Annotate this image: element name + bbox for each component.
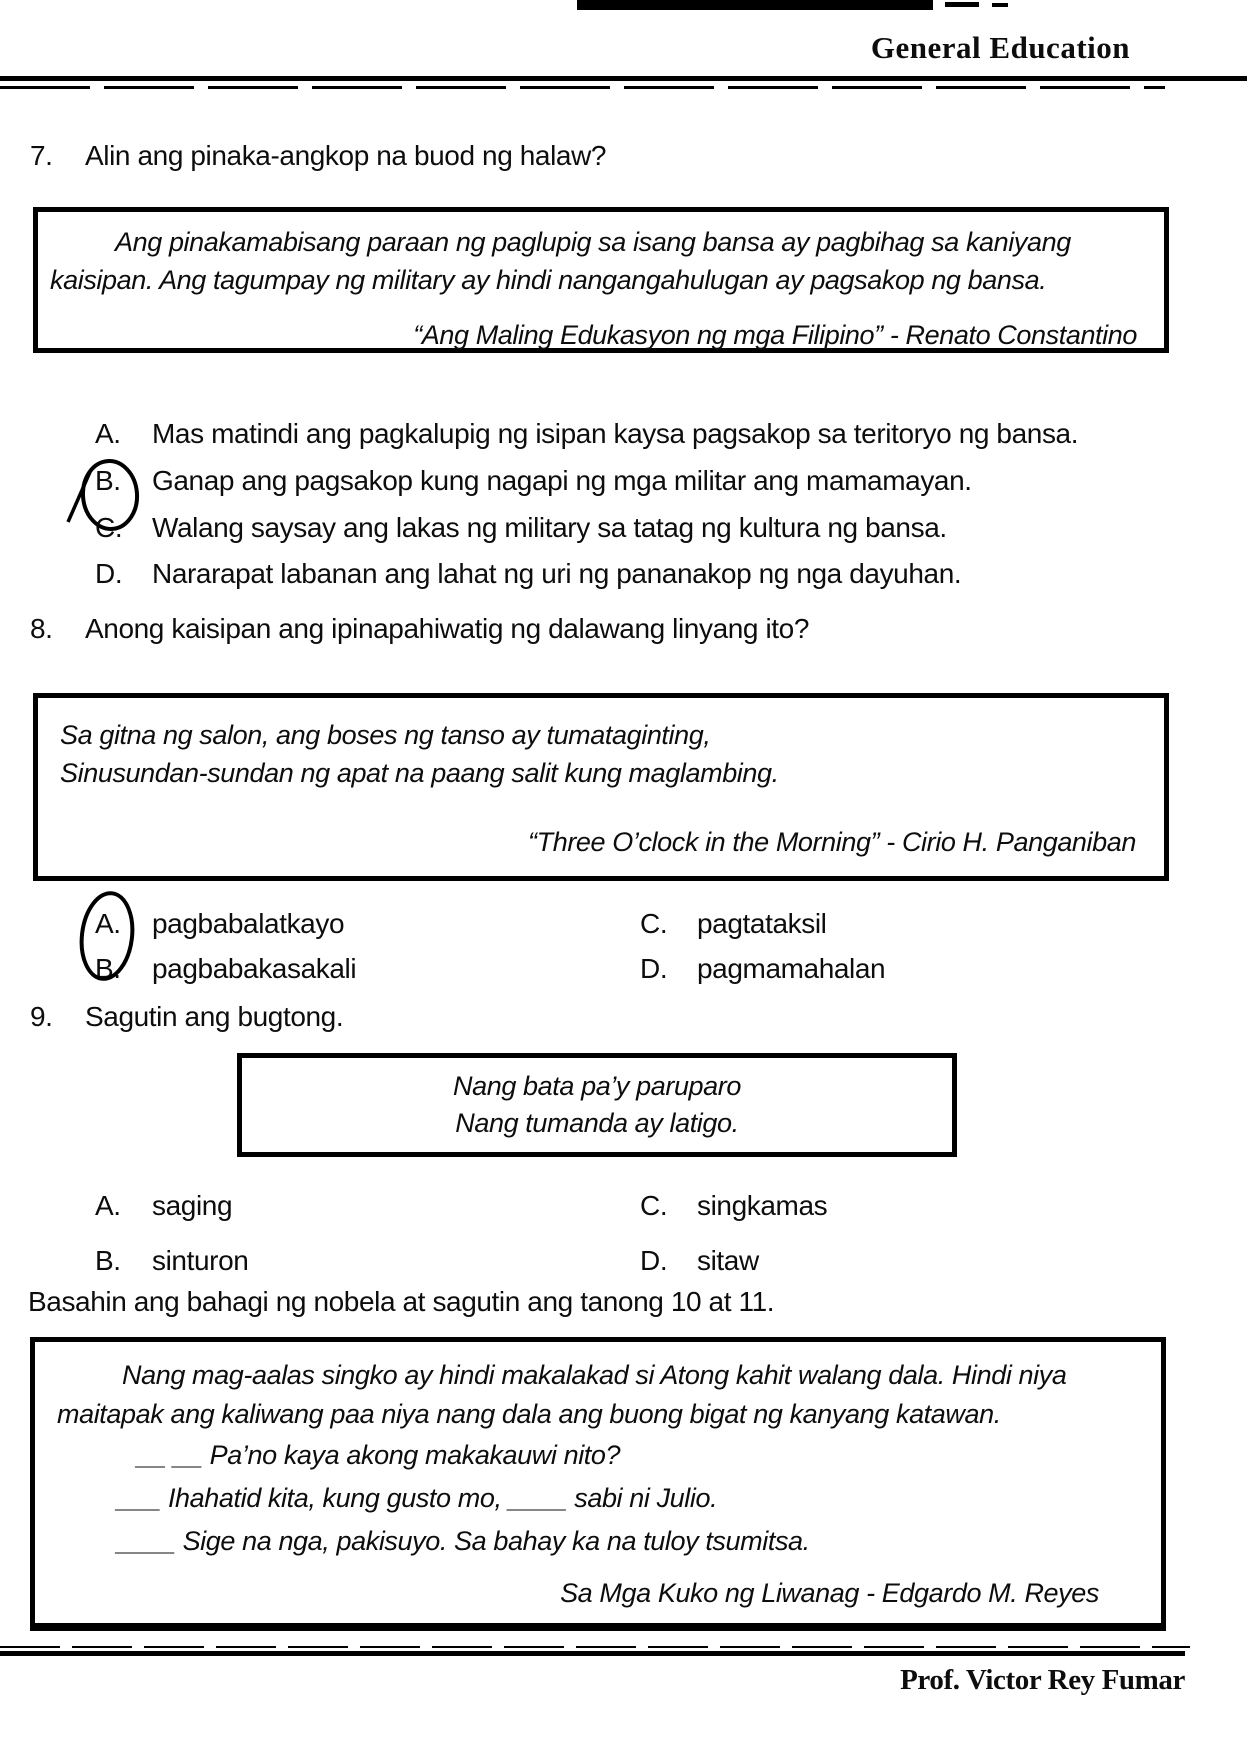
option-row-9c xyxy=(640,1190,827,1222)
option-row-9d xyxy=(640,1245,759,1277)
passage-line: Sinusundan-sundan ng apat na paang salit kung maglambing. xyxy=(60,758,779,788)
header-rule-thick xyxy=(0,76,1247,81)
question-9-riddle-box xyxy=(237,1053,957,1157)
option-letter: D. xyxy=(95,558,123,589)
excerpt-attribution: Sa Mga Kuko ng Liwanag - Edgardo M. Reyes xyxy=(560,1578,1099,1608)
option-letter: B. xyxy=(95,953,121,984)
riddle-line: Nang bata pa’y paruparo xyxy=(452,1071,741,1101)
excerpt-dialogue-line: ___ Ihahatid kita, kung gusto mo, ____ sabi ni Julio. xyxy=(117,1483,718,1513)
option-letter: C. xyxy=(95,512,123,543)
footer-author: Prof. Victor Rey Fumar xyxy=(900,1664,1185,1696)
option-letter: D. xyxy=(640,953,668,984)
novel-excerpt-box xyxy=(30,1337,1166,1631)
option-text: sinturon xyxy=(152,1245,249,1276)
option-letter: A. xyxy=(95,1190,121,1221)
option-letter: B. xyxy=(95,1245,121,1276)
option-text: singkamas xyxy=(697,1190,828,1221)
question-7-number: 7. xyxy=(30,140,53,171)
passage-text: Ang pinakamabisang paraan ng paglupig sa isang bansa ay pagbihag sa kaniyang kaisipan. Ang tagumpay ng military ay hindi nangangahulugan ay pagsakop ng bansa. xyxy=(50,227,1071,295)
footer-rule-thin xyxy=(0,1646,1190,1648)
footer-rule-thick xyxy=(0,1651,1185,1656)
option-letter: C. xyxy=(640,908,668,939)
scan-artifact-dash xyxy=(945,2,979,7)
option-row-8d xyxy=(640,953,885,985)
page-header-title: General Education xyxy=(870,30,1130,65)
option-text: Walang saysay ang lakas ng military sa tatag ng kultura ng bansa. xyxy=(152,512,947,543)
header-rule-thin xyxy=(0,86,1165,89)
option-row-7d xyxy=(95,558,961,590)
question-9-number: 9. xyxy=(30,1001,53,1032)
option-text: Mas matindi ang pagkalupig ng isipan kaysa pagsakop sa teritoryo ng bansa. xyxy=(152,418,1079,449)
option-letter: C. xyxy=(640,1190,668,1221)
question-7-text: Alin ang pinaka-angkop na buod ng halaw? xyxy=(85,140,607,171)
excerpt-dialogue-line: ____ Sige na nga, pakisuyo. Sa bahay ka na tuloy tsumitsa. xyxy=(117,1526,810,1556)
riddle-line: Nang tumanda ay latigo. xyxy=(455,1108,739,1138)
option-text: Nararapat labanan ang lahat ng uri ng pananakop ng nga dayuhan. xyxy=(152,558,962,589)
scan-artifact-dash xyxy=(992,3,1008,7)
option-text: pagbabalatkayo xyxy=(152,908,345,939)
passage-attribution: “Three O’clock in the Morning” - Cirio H. Panganiban xyxy=(528,827,1136,857)
passage-attribution: “Ang Maling Edukasyon ng mga Filipino” - Renato Constantino xyxy=(413,320,1137,350)
option-letter: B. xyxy=(95,465,121,496)
question-7-passage-box xyxy=(33,207,1169,353)
option-text: saging xyxy=(152,1190,233,1221)
option-text: pagtataksil xyxy=(697,908,827,939)
option-letter: D. xyxy=(640,1245,668,1276)
question-9 xyxy=(30,1001,343,1033)
question-9-text: Sagutin ang bugtong. xyxy=(85,1001,344,1032)
scan-artifact-bar xyxy=(577,0,933,10)
option-row-9a xyxy=(95,1190,232,1222)
passage-line: Sa gitna ng salon, ang boses ng tanso ay tumataginting, xyxy=(60,720,711,750)
option-row-7c xyxy=(95,512,947,544)
option-letter: A. xyxy=(95,418,121,449)
option-text: pagmamahalan xyxy=(697,953,886,984)
option-row-8b xyxy=(95,953,356,985)
question-8 xyxy=(30,613,809,645)
question-8-text: Anong kaisipan ang ipinapahiwatig ng dalawang linyang ito? xyxy=(85,613,810,644)
question-7 xyxy=(30,140,606,172)
question-8-number: 8. xyxy=(30,613,53,644)
option-row-8c xyxy=(640,908,826,940)
excerpt-paragraph: Nang mag-aalas singko ay hindi makalakad si Atong kahit walang dala. Hindi niya maitapak ang kaliwang paa niya nang dala ang buong bigat ng kanyang katawan. xyxy=(57,1360,1067,1429)
option-text: Ganap ang pagsakop kung nagapi ng mga militar ang mamamayan. xyxy=(152,465,972,496)
option-row-8a xyxy=(95,908,344,940)
reading-instruction: Basahin ang bahagi ng nobela at sagutin ang tanong 10 at 11. xyxy=(28,1286,775,1317)
option-row-7b xyxy=(95,465,972,497)
option-text: sitaw xyxy=(697,1245,759,1276)
option-letter: A. xyxy=(95,908,121,939)
question-8-passage-box xyxy=(33,693,1169,881)
excerpt-dialogue-line: __ __ Pa’no kaya akong makakauwi nito? xyxy=(137,1440,621,1470)
option-text: pagbabakasakali xyxy=(152,953,357,984)
option-row-9b xyxy=(95,1245,248,1277)
option-row-7a xyxy=(95,418,1078,450)
